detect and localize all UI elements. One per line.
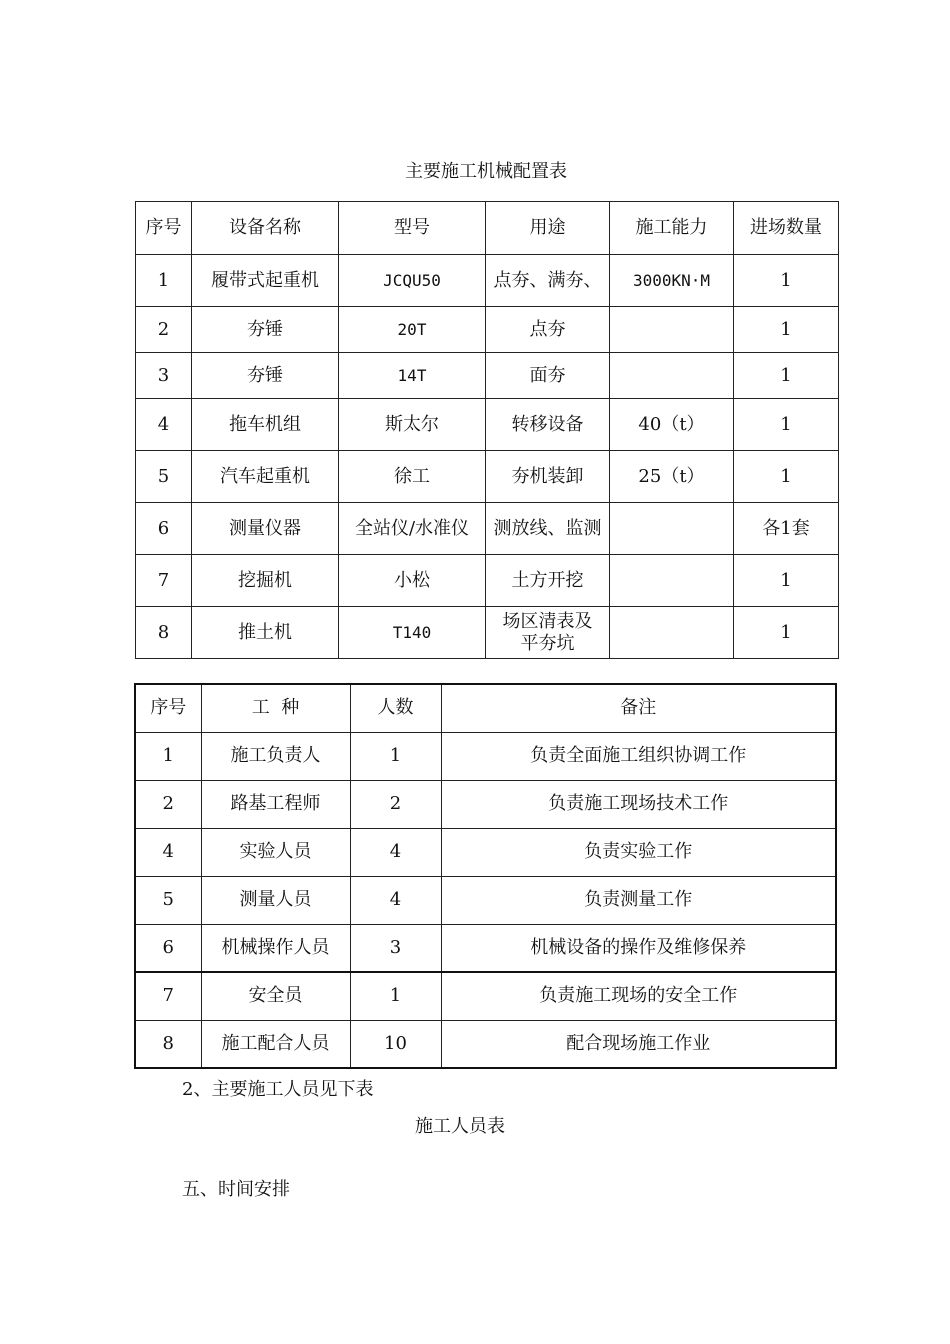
table-cell: 土方开挖 (486, 555, 610, 607)
staff-table-title: 施工人员表 (415, 1116, 505, 1137)
table-cell: 点夯 (486, 307, 610, 353)
table-cell: 负责施工现场的安全工作 (441, 972, 836, 1020)
table-cell: 挖掘机 (192, 555, 339, 607)
table-cell: 1 (734, 307, 839, 353)
table-cell: 1 (734, 607, 839, 659)
table-cell: 4 (135, 828, 201, 876)
table-cell: 10 (350, 1020, 441, 1068)
table-cell: 路基工程师 (201, 780, 350, 828)
table-cell: 1 (734, 353, 839, 399)
table-cell: 1 (734, 255, 839, 307)
table-cell: 施工配合人员 (201, 1020, 350, 1068)
table-cell: 3 (350, 924, 441, 972)
table-cell: 20T (339, 307, 486, 353)
table-cell: 场区清表及平夯坑 (486, 607, 610, 659)
table-cell: 面夯 (486, 353, 610, 399)
header-cell: 型号 (339, 202, 486, 255)
header-cell: 人数 (350, 684, 441, 732)
table-cell: 7 (135, 972, 201, 1020)
header-cell: 备注 (441, 684, 836, 732)
table-cell: 测量仪器 (192, 503, 339, 555)
table-cell: 6 (136, 503, 192, 555)
table-cell: 测放线、监测 (486, 503, 610, 555)
table-cell: 1 (350, 732, 441, 780)
table-row (135, 732, 836, 780)
header-cell: 施工能力 (610, 202, 734, 255)
table-cell: 机械设备的操作及维修保养 (441, 924, 836, 972)
table-cell: 负责实验工作 (441, 828, 836, 876)
table-cell: 夯锤 (192, 353, 339, 399)
table-row (135, 1020, 836, 1068)
table-cell: JCQU50 (339, 255, 486, 307)
table-cell: 1 (135, 732, 201, 780)
table-cell: 各1套 (734, 503, 839, 555)
table-cell: 4 (350, 876, 441, 924)
table-cell: 25（t） (610, 451, 734, 503)
table-row (135, 972, 836, 1020)
table-cell: 夯锤 (192, 307, 339, 353)
table-cell (610, 503, 734, 555)
table-cell: 1 (734, 451, 839, 503)
table-row (136, 353, 839, 399)
table-row (136, 307, 839, 353)
section-heading: 五、时间安排 (182, 1179, 290, 1200)
table-cell: 负责全面施工组织协调工作 (441, 732, 836, 780)
table-cell: 5 (136, 451, 192, 503)
machine-table-title: 主要施工机械配置表 (405, 161, 567, 182)
table-cell: 40（t） (610, 399, 734, 451)
table-row (136, 399, 839, 451)
header-cell: 序号 (136, 202, 192, 255)
table-cell: 2 (136, 307, 192, 353)
table-cell: 夯机装卸 (486, 451, 610, 503)
header-cell: 用途 (486, 202, 610, 255)
table-row (135, 924, 836, 972)
table-cell: 拖车机组 (192, 399, 339, 451)
header-cell: 工 种 (201, 684, 350, 732)
table-header-row (136, 202, 839, 255)
table-cell: 推土机 (192, 607, 339, 659)
table-cell (610, 307, 734, 353)
table-cell: 转移设备 (486, 399, 610, 451)
table-cell: 2 (350, 780, 441, 828)
table-row (136, 607, 839, 659)
table-cell: 1 (734, 399, 839, 451)
table-cell (610, 353, 734, 399)
table-cell: 7 (136, 555, 192, 607)
table-cell: 实验人员 (201, 828, 350, 876)
table-cell: 3000KN·M (610, 255, 734, 307)
table-row (135, 828, 836, 876)
header-cell: 设备名称 (192, 202, 339, 255)
table-cell: 2 (135, 780, 201, 828)
table-row (135, 876, 836, 924)
table-cell: 测量人员 (201, 876, 350, 924)
table-cell: 3 (136, 353, 192, 399)
table-cell: 8 (136, 607, 192, 659)
table-cell: 6 (135, 924, 201, 972)
table-cell (610, 607, 734, 659)
table-cell: 配合现场施工作业 (441, 1020, 836, 1068)
machine-config-table (135, 201, 839, 659)
header-cell: 进场数量 (734, 202, 839, 255)
table-cell: 负责测量工作 (441, 876, 836, 924)
table-cell: 8 (135, 1020, 201, 1068)
table-header-row (135, 684, 836, 732)
table-cell (610, 555, 734, 607)
header-cell: 序号 (135, 684, 201, 732)
table-cell: 施工负责人 (201, 732, 350, 780)
table-cell: 安全员 (201, 972, 350, 1020)
table-cell: 徐工 (339, 451, 486, 503)
table-cell: 小松 (339, 555, 486, 607)
table-row (136, 503, 839, 555)
table-cell: 斯太尔 (339, 399, 486, 451)
table-cell: 1 (136, 255, 192, 307)
table-cell: 14T (339, 353, 486, 399)
table-cell: 全站仪/水准仪 (339, 503, 486, 555)
table-row (136, 451, 839, 503)
table-row (136, 555, 839, 607)
table-cell: 5 (135, 876, 201, 924)
staff-table (134, 683, 837, 1069)
table-row (135, 780, 836, 828)
table-cell: 机械操作人员 (201, 924, 350, 972)
table-cell: T140 (339, 607, 486, 659)
table-cell: 4 (136, 399, 192, 451)
staff-intro-note: 2、主要施工人员见下表 (182, 1079, 374, 1100)
table-cell: 负责施工现场技术工作 (441, 780, 836, 828)
table-cell: 1 (350, 972, 441, 1020)
table-row (136, 255, 839, 307)
table-cell: 点夯、满夯、 (486, 255, 610, 307)
table-cell: 4 (350, 828, 441, 876)
table-cell: 1 (734, 555, 839, 607)
table-cell: 汽车起重机 (192, 451, 339, 503)
table-cell: 履带式起重机 (192, 255, 339, 307)
